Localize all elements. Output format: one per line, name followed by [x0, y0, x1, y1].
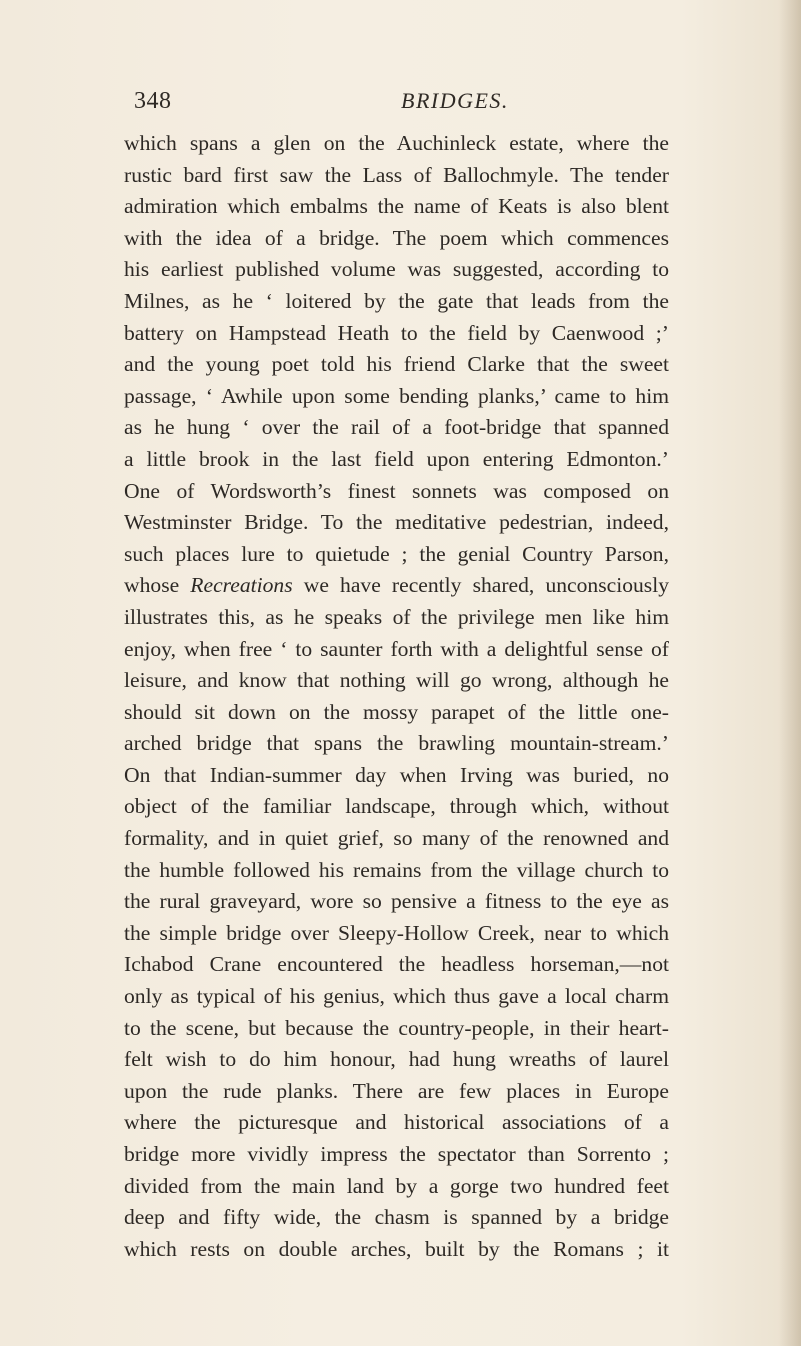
text-line: upon the rude planks. There are few places in Europe	[124, 1078, 669, 1103]
page-edge-shadow	[779, 0, 801, 1346]
running-head	[124, 88, 669, 122]
text-line: deep and fifty wide, the chasm is spanned by a bridge	[124, 1205, 669, 1230]
text-line: a little brook in the last field upon entering Edmonton.’	[124, 446, 669, 471]
text-line: such places lure to quietude ; the genial Country Parson,	[124, 541, 669, 566]
text-line: leisure, and know that nothing will go wrong, although he	[124, 668, 669, 693]
text-line: arched bridge that spans the brawling mountain-stream.’	[124, 731, 669, 756]
text-line: illustrates this, as he speaks of the privilege men like him	[124, 604, 669, 629]
text-line: bridge more vividly impress the spectator than Sorrento ;	[124, 1142, 669, 1166]
text-line: One of Wordsworth’s finest sonnets was composed on	[124, 478, 669, 503]
text-line: passage, ‘ Awhile upon some bending planks,’ came to him	[124, 383, 669, 408]
text-line: Milnes, as he ‘ loitered by the gate that leads from the	[124, 288, 669, 313]
body-text	[124, 128, 669, 1265]
text-line: object of the familiar landscape, through which, without	[124, 794, 669, 819]
text-line: divided from the main land by a gorge two hundred feet	[124, 1173, 669, 1198]
text-line: his earliest published volume was suggested, according to	[124, 257, 669, 282]
text-line: Westminster Bridge. To the meditative pedestrian, indeed,	[124, 510, 669, 535]
text-line: only as typical of his genius, which thus gave a local charm	[124, 984, 669, 1009]
text-line: enjoy, when free ‘ to saunter forth with a delightful sense of	[124, 636, 669, 661]
text-line: battery on Hampstead Heath to the field by Caenwood ;’	[124, 320, 669, 345]
text-line: the rural graveyard, wore so pensive a fitness to the eye as	[124, 889, 669, 914]
text-line: Ichabod Crane encountered the headless horseman,—not	[124, 952, 669, 977]
text-line: whose Recreations we have recently shared, unconsciously	[124, 573, 669, 598]
text-line: felt wish to do him honour, had hung wreaths of laurel	[124, 1047, 669, 1072]
running-title: BRIDGES.	[401, 88, 509, 113]
text-line: admiration which embalms the name of Keats is also blent	[124, 194, 669, 219]
text-line: should sit down on the mossy parapet of the little one-	[124, 699, 669, 724]
text-line: On that Indian-summer day when Irving was buried, no	[124, 762, 669, 787]
text-line: which spans a glen on the Auchinleck estate, where the	[124, 131, 669, 155]
page-number: 348	[134, 88, 172, 114]
text-line: which rests on double arches, built by the Romans ; it	[124, 1236, 669, 1261]
text-line: rustic bard first saw the Lass of Ballochmyle. The tender	[124, 162, 669, 187]
text-line: where the picturesque and historical associations of a	[124, 1110, 669, 1135]
italic-title-recreations: Recreations	[190, 573, 293, 598]
text-line: the simple bridge over Sleepy-Hollow Creek, near to which	[124, 920, 669, 945]
text-line: with the idea of a bridge. The poem which commences	[124, 225, 669, 250]
text-line: formality, and in quiet grief, so many of the renowned and	[124, 826, 669, 851]
text-line: the humble followed his remains from the village church to	[124, 857, 669, 882]
text-line: as he hung ‘ over the rail of a foot-bridge that spanned	[124, 415, 669, 440]
text-line: to the scene, but because the country-people, in their heart-	[124, 1015, 669, 1040]
text-line: and the young poet told his friend Clarke that the sweet	[124, 352, 669, 377]
